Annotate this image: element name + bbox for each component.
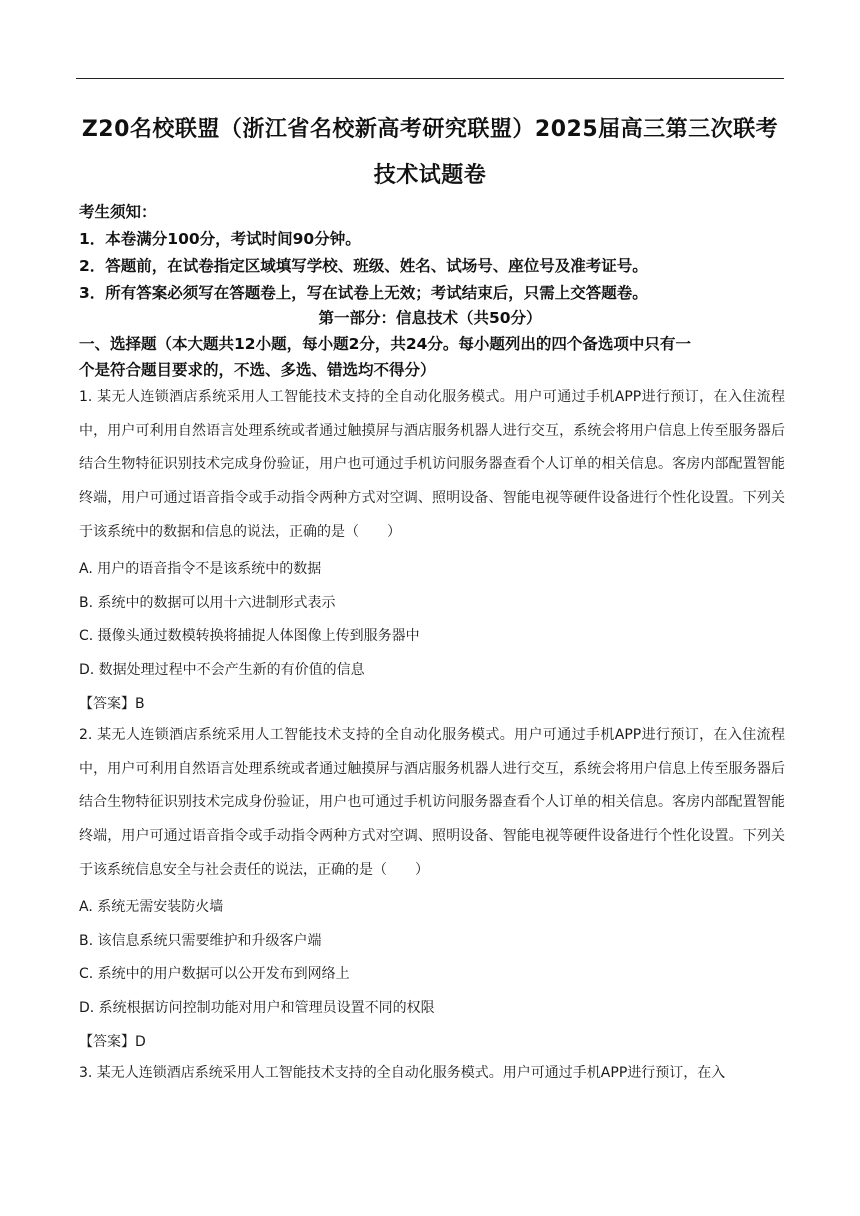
- part-title: 第一部分：信息技术（共50分）: [318, 309, 542, 327]
- question-stem: 2. 某无人连锁酒店系统采用人工智能技术支持的全自动化服务模式。用户可通过手机APP进行预订，在入住流程中，用户可利用自然语言处理系统或者通过触摸屏与酒店服务机器人进行交互，系统会将用户信息上传至服务器后结合生物特征识别技术完成身份验证，用户也可通过手机访问服务器查看个人订单的相关信息。客房内部配置智能终端，用户可通过语音指令或手动指令两种方式对空调、照明设备、智能电视等硬件设备进行个性化设置。下列关于该系统信息安全与社会责任的说法，正确的是（ ）: [79, 727, 785, 878]
- option-c: C. 系统中的用户数据可以公开发布到网络上: [79, 966, 350, 982]
- section-heading-line1: 一、选择题（本大题共12小题，每小题2分，共24分。每小题列出的四个备选项中只有一: [79, 335, 691, 353]
- section-heading-line2: 个是符合题目要求的，不选、多选、错选均不得分）: [79, 361, 436, 379]
- answer: 【答案】D: [79, 1034, 146, 1050]
- answer: 【答案】B: [79, 696, 145, 712]
- notice-item: 1．本卷满分100分，考试时间90分钟。: [79, 230, 361, 248]
- question-stem: 1. 某无人连锁酒店系统采用人工智能技术支持的全自动化服务模式。用户可通过手机APP进行预订，在入住流程中，用户可利用自然语言处理系统或者通过触摸屏与酒店服务机器人进行交互，系统会将用户信息上传至服务器后结合生物特征识别技术完成身份验证，用户也可通过手机访问服务器查看个人订单的相关信息。客房内部配置智能终端，用户可通过语音指令或手动指令两种方式对空调、照明设备、智能电视等硬件设备进行个性化设置。下列关于该系统中的数据和信息的说法，正确的是（ ）: [79, 389, 785, 540]
- option-d: D. 系统根据访问控制功能对用户和管理员设置不同的权限: [79, 1000, 435, 1016]
- notice-item: 2．答题前，在试卷指定区域填写学校、班级、姓名、试场号、座位号及准考证号。: [79, 257, 648, 275]
- question-stem: 3. 某无人连锁酒店系统采用人工智能技术支持的全自动化服务模式。用户可通过手机APP进行预订，在入: [79, 1065, 726, 1081]
- notice-item: 3．所有答案必须写在答题卷上，写在试卷上无效；考试结束后，只需上交答题卷。: [79, 284, 648, 302]
- exam-title-line2: 技术试题卷: [373, 163, 487, 188]
- option-a: A. 系统无需安装防火墙: [79, 899, 224, 915]
- notice-heading: 考生须知：: [79, 203, 157, 221]
- option-a: A. 用户的语音指令不是该系统中的数据: [79, 561, 322, 577]
- option-d: D. 数据处理过程中不会产生新的有价值的信息: [79, 662, 365, 678]
- header-rule: [76, 78, 784, 79]
- exam-title-line1: Z20名校联盟（浙江省名校新高考研究联盟）2025届高三第三次联考: [81, 117, 779, 142]
- option-c: C. 摄像头通过数模转换将捕捉人体图像上传到服务器中: [79, 628, 420, 644]
- option-b: B. 该信息系统只需要维护和升级客户端: [79, 933, 322, 949]
- option-b: B. 系统中的数据可以用十六进制形式表示: [79, 595, 336, 611]
